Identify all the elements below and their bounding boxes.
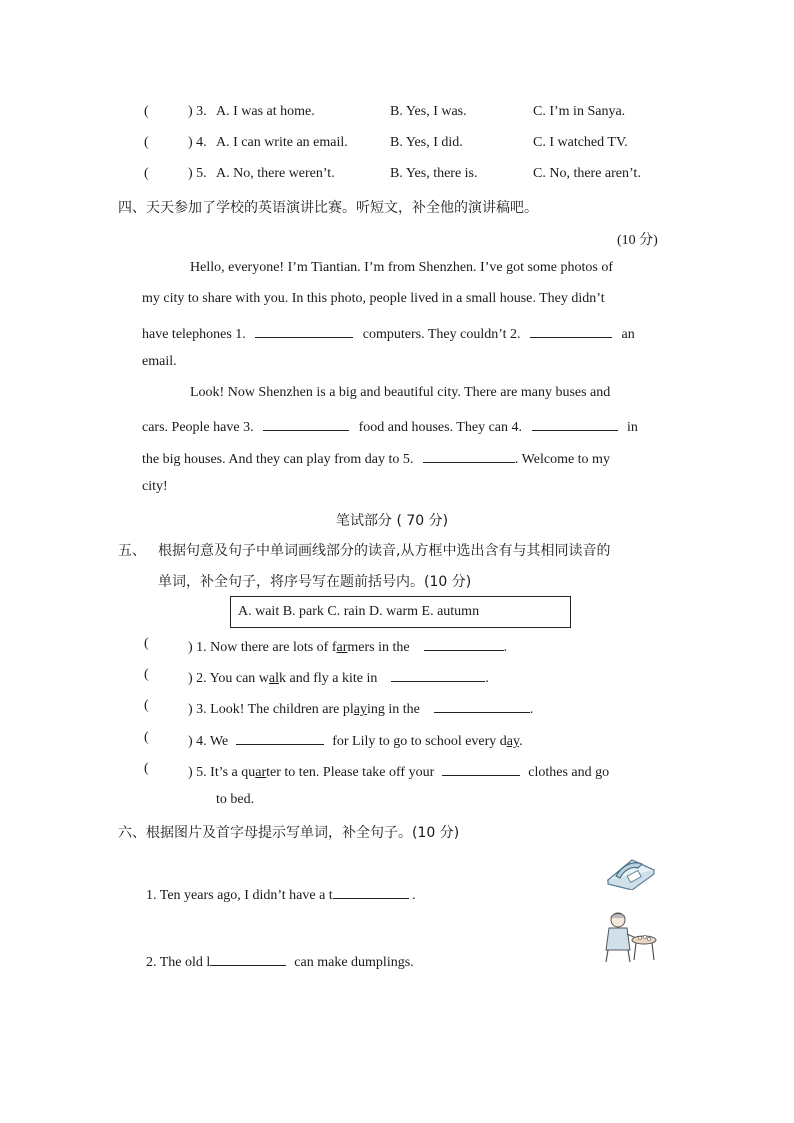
section-heading: 四、天天参加了学校的英语演讲比赛。听短文，补全他的演讲稿吧。 xyxy=(118,200,538,216)
options-list: A. wait B. park C. rain D. warm E. autumn xyxy=(238,604,480,619)
question-number: ) 4. xyxy=(188,135,207,150)
question-number: ) 5. xyxy=(188,166,207,181)
question-text: ) 3. Look! The children are playing in the . xyxy=(188,698,533,718)
section-heading: 六、根据图片及首字母提示写单词，补全句子。(10 分) xyxy=(118,825,460,841)
answer-blank[interactable] xyxy=(532,416,618,431)
option-c: C. No, there aren’t. xyxy=(533,166,641,181)
passage-line: email. xyxy=(142,354,177,369)
section-number: 五、 xyxy=(118,543,146,559)
passage-line: city! xyxy=(142,479,168,494)
question-text: 2. The old l can make dumplings. xyxy=(146,951,414,971)
option-b: B. Yes, I did. xyxy=(390,135,463,150)
passage-line: have telephones 1. computers. They couldn’t 2. an xyxy=(142,323,635,343)
answer-blank[interactable] xyxy=(210,951,286,966)
answer-blank[interactable] xyxy=(236,730,324,745)
section-title: 笔试部分 ( 70 分) xyxy=(336,513,449,529)
option-a: A. I can write an email. xyxy=(216,135,348,150)
answer-blank[interactable] xyxy=(434,698,530,713)
telephone-icon xyxy=(602,856,658,890)
answer-blank[interactable] xyxy=(333,884,409,899)
passage-line: Look! Now Shenzhen is a big and beautiful city. There are many buses and xyxy=(190,385,611,400)
answer-blank[interactable] xyxy=(424,636,504,651)
answer-paren[interactable]: ( xyxy=(144,135,149,150)
question-number: ) 3. xyxy=(188,104,207,119)
option-a: A. No, there weren’t. xyxy=(216,166,335,181)
answer-paren[interactable]: ( xyxy=(144,730,149,745)
passage-line: the big houses. And they can play from day to 5. . Welcome to my xyxy=(142,448,610,468)
question-text: ) 1. Now there are lots of farmers in the . xyxy=(188,636,507,656)
option-c: C. I’m in Sanya. xyxy=(533,104,626,119)
answer-blank[interactable] xyxy=(423,448,515,463)
answer-blank[interactable] xyxy=(530,323,612,338)
option-c: C. I watched TV. xyxy=(533,135,628,150)
answer-blank[interactable] xyxy=(442,761,520,776)
answer-paren[interactable]: ( xyxy=(144,667,149,682)
answer-blank[interactable] xyxy=(263,416,349,431)
option-b: B. Yes, there is. xyxy=(390,166,478,181)
answer-paren[interactable]: ( xyxy=(144,104,149,119)
answer-paren[interactable]: ( xyxy=(144,698,149,713)
option-b: B. Yes, I was. xyxy=(390,104,467,119)
question-text-cont: to bed. xyxy=(216,792,255,807)
answer-paren[interactable]: ( xyxy=(144,166,149,181)
question-text: 1. Ten years ago, I didn’t have a t . xyxy=(146,884,416,904)
answer-paren[interactable]: ( xyxy=(144,761,149,776)
section-heading-cont: 单词，补全句子，将序号写在题前括号内。(10 分) xyxy=(158,574,472,590)
question-text: ) 2. You can walk and fly a kite in . xyxy=(188,667,489,687)
passage-line: Hello, everyone! I’m Tiantian. I’m from Shenzhen. I’ve got some photos of xyxy=(190,260,614,275)
section-heading: 根据句意及句子中单词画线部分的读音,从方框中选出含有与其相同读音的 xyxy=(158,543,611,559)
answer-blank[interactable] xyxy=(391,667,485,682)
options-box xyxy=(230,596,571,628)
answer-blank[interactable] xyxy=(255,323,353,338)
answer-paren[interactable]: ( xyxy=(144,636,149,651)
passage-line: my city to share with you. In this photo, people lived in a small house. They didn’t xyxy=(142,291,605,306)
option-a: A. I was at home. xyxy=(216,104,315,119)
question-text: ) 4. We for Lily to go to school every day. xyxy=(188,730,523,750)
question-text: ) 5. It’s a quarter to ten. Please take off your clothes and go xyxy=(188,761,609,781)
passage-line: cars. People have 3. food and houses. They can 4. in xyxy=(142,416,638,436)
grandma-cooking-icon xyxy=(600,910,658,966)
score-label: (10 分) xyxy=(617,233,658,248)
